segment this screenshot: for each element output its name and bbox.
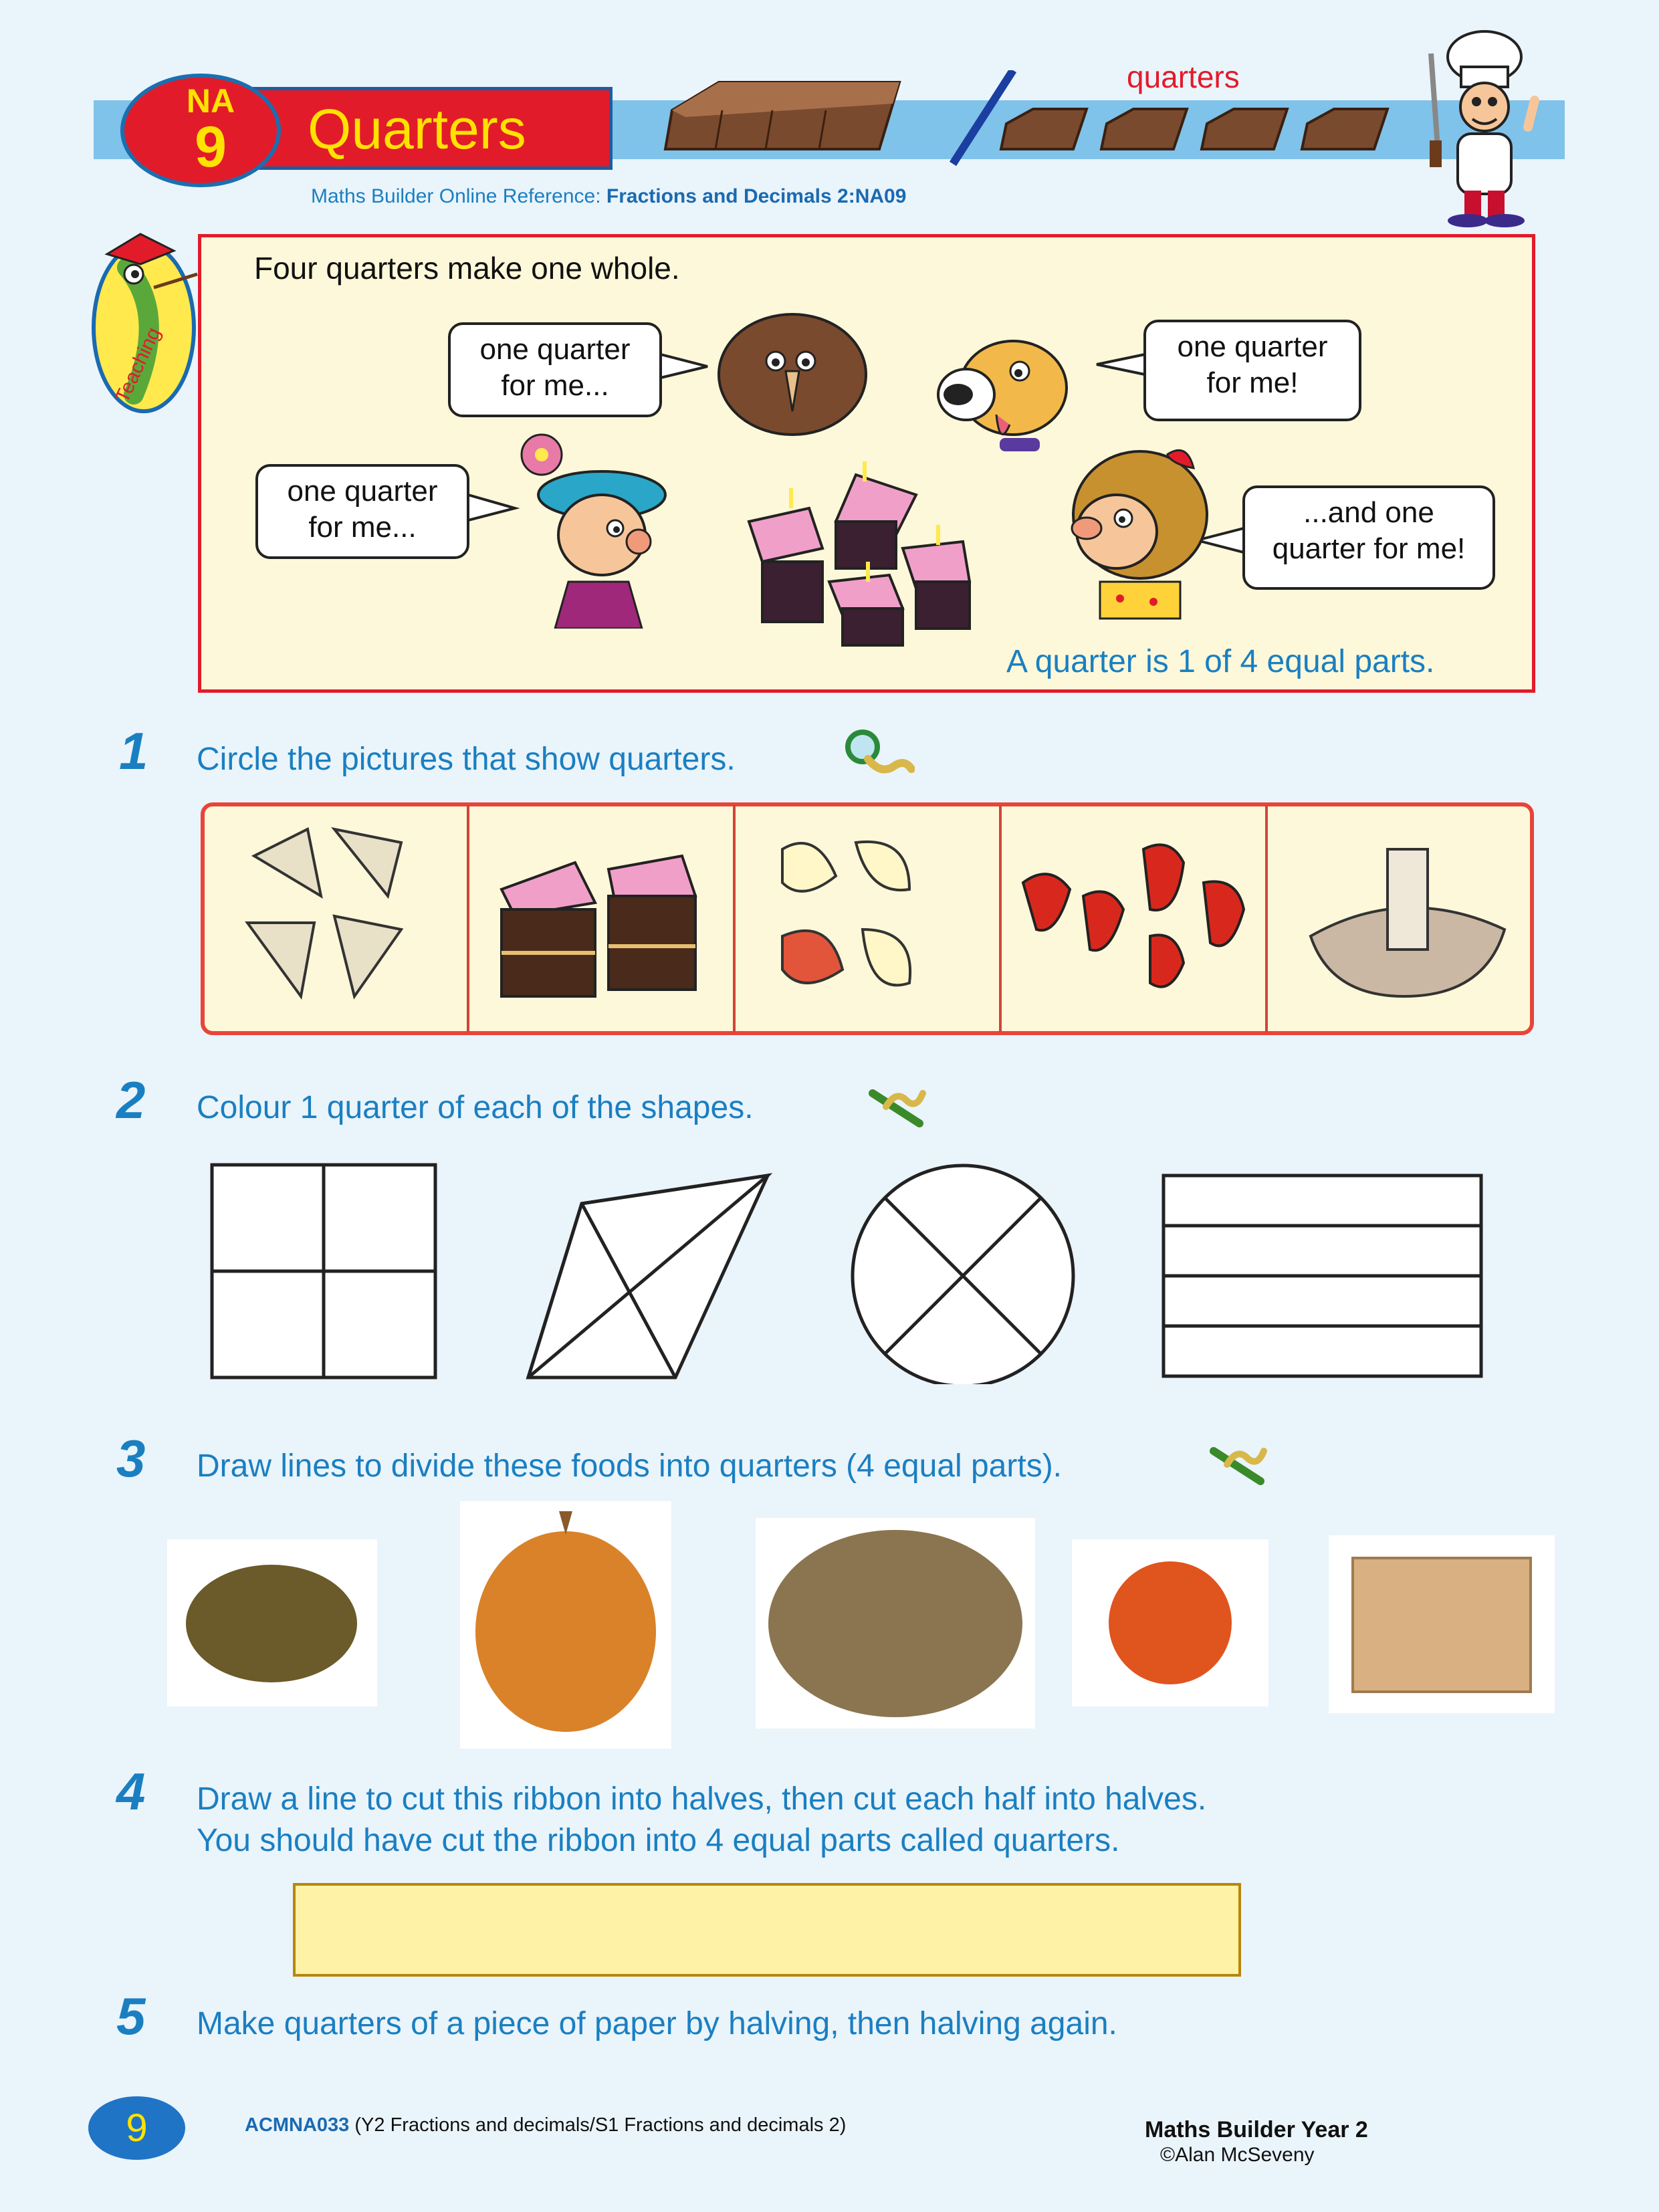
teaching-badge-label: Teaching xyxy=(111,324,165,407)
question-text: Draw lines to divide these foods into quarters (4 equal parts). xyxy=(197,1448,1063,1484)
worm-pencil-icon xyxy=(866,1080,929,1130)
kiwi-character-icon xyxy=(709,294,876,441)
bubble-line: for me... xyxy=(308,511,417,544)
question-text: Colour 1 quarter of each of the shapes. xyxy=(197,1090,754,1125)
foods-row xyxy=(160,1498,1565,1752)
cake-quarters-icon xyxy=(722,448,983,649)
question-text: Make quarters of a piece of paper by halving, then halving again. xyxy=(197,2006,1117,2041)
bubble-line: one quarter xyxy=(1177,330,1328,363)
question-text-line: You should have cut the ribbon into 4 equal parts called quarters. xyxy=(197,1823,1120,1858)
shapes-row xyxy=(201,1157,1505,1384)
quarter-rule: A quarter is 1 of 4 equal parts. xyxy=(1006,644,1435,679)
tomato-picture[interactable] xyxy=(1109,1561,1232,1684)
reference-prefix: Maths Builder Online Reference: xyxy=(311,185,601,207)
book-title: Maths Builder Year 2 xyxy=(1145,2117,1368,2142)
mushroom-quarters-picture[interactable] xyxy=(247,829,401,996)
teaching-intro: Four quarters make one whole. xyxy=(254,251,680,286)
unit-number: 9 xyxy=(195,115,227,179)
question-number: 3 xyxy=(116,1429,146,1488)
cake-halves-picture[interactable] xyxy=(502,856,695,996)
bubble-line: quarter for me! xyxy=(1272,532,1466,565)
ribbon-strip[interactable] xyxy=(293,1883,1241,1977)
cracker-picture[interactable] xyxy=(1353,1558,1531,1692)
page-number: 9 xyxy=(88,2096,185,2160)
reference-code: Fractions and Decimals 2:NA09 xyxy=(606,185,907,207)
word-label: quarters xyxy=(1127,60,1240,94)
question-number: 1 xyxy=(119,722,148,780)
rectangle-quarters-shape[interactable] xyxy=(1164,1176,1481,1376)
lady-character-icon xyxy=(508,428,675,629)
bubble-line: for me! xyxy=(1206,366,1299,399)
strand-label: NA xyxy=(186,82,235,120)
curriculum-description: (Y2 Fractions and decimals/S1 Fractions and decimals 2) xyxy=(354,2114,847,2136)
potato-picture[interactable] xyxy=(768,1530,1022,1717)
question-number: 2 xyxy=(116,1071,146,1129)
bubble-line: for me... xyxy=(501,369,609,402)
question-text-line: Draw a line to cut this ribbon into halves, then cut each half into halves. xyxy=(197,1781,1207,1817)
question-text xyxy=(197,1779,1206,1862)
worm-pencil-icon xyxy=(1207,1438,1270,1491)
whole-mushroom-picture[interactable] xyxy=(1311,849,1505,996)
square-quarters-shape[interactable] xyxy=(212,1165,435,1377)
hedgehog-character-icon xyxy=(1053,441,1214,622)
bubble-line: one quarter xyxy=(287,475,438,508)
bubble-line: ...and one xyxy=(1303,496,1434,529)
copyright: ©Alan McSeveny xyxy=(1160,2144,1315,2166)
curriculum-code-id: ACMNA033 xyxy=(245,2114,350,2136)
circle-quarters-shape[interactable] xyxy=(853,1166,1073,1384)
bubble-line: one quarter xyxy=(479,333,631,366)
question-number: 4 xyxy=(116,1762,146,1821)
question-number: 5 xyxy=(116,1987,146,2045)
rhombus-quarters-shape[interactable] xyxy=(528,1176,768,1377)
page-title: Quarters xyxy=(308,98,526,160)
worm-magnifier-icon xyxy=(841,726,915,779)
question-text: Circle the pictures that show quarters. xyxy=(197,742,736,777)
kiwi-fruit-picture[interactable] xyxy=(186,1565,357,1682)
curriculum-code xyxy=(245,2114,846,2136)
apple-quarters-picture[interactable] xyxy=(782,842,910,985)
picture-cells xyxy=(201,802,1534,1035)
capsicum-pieces-picture[interactable] xyxy=(1023,845,1244,986)
